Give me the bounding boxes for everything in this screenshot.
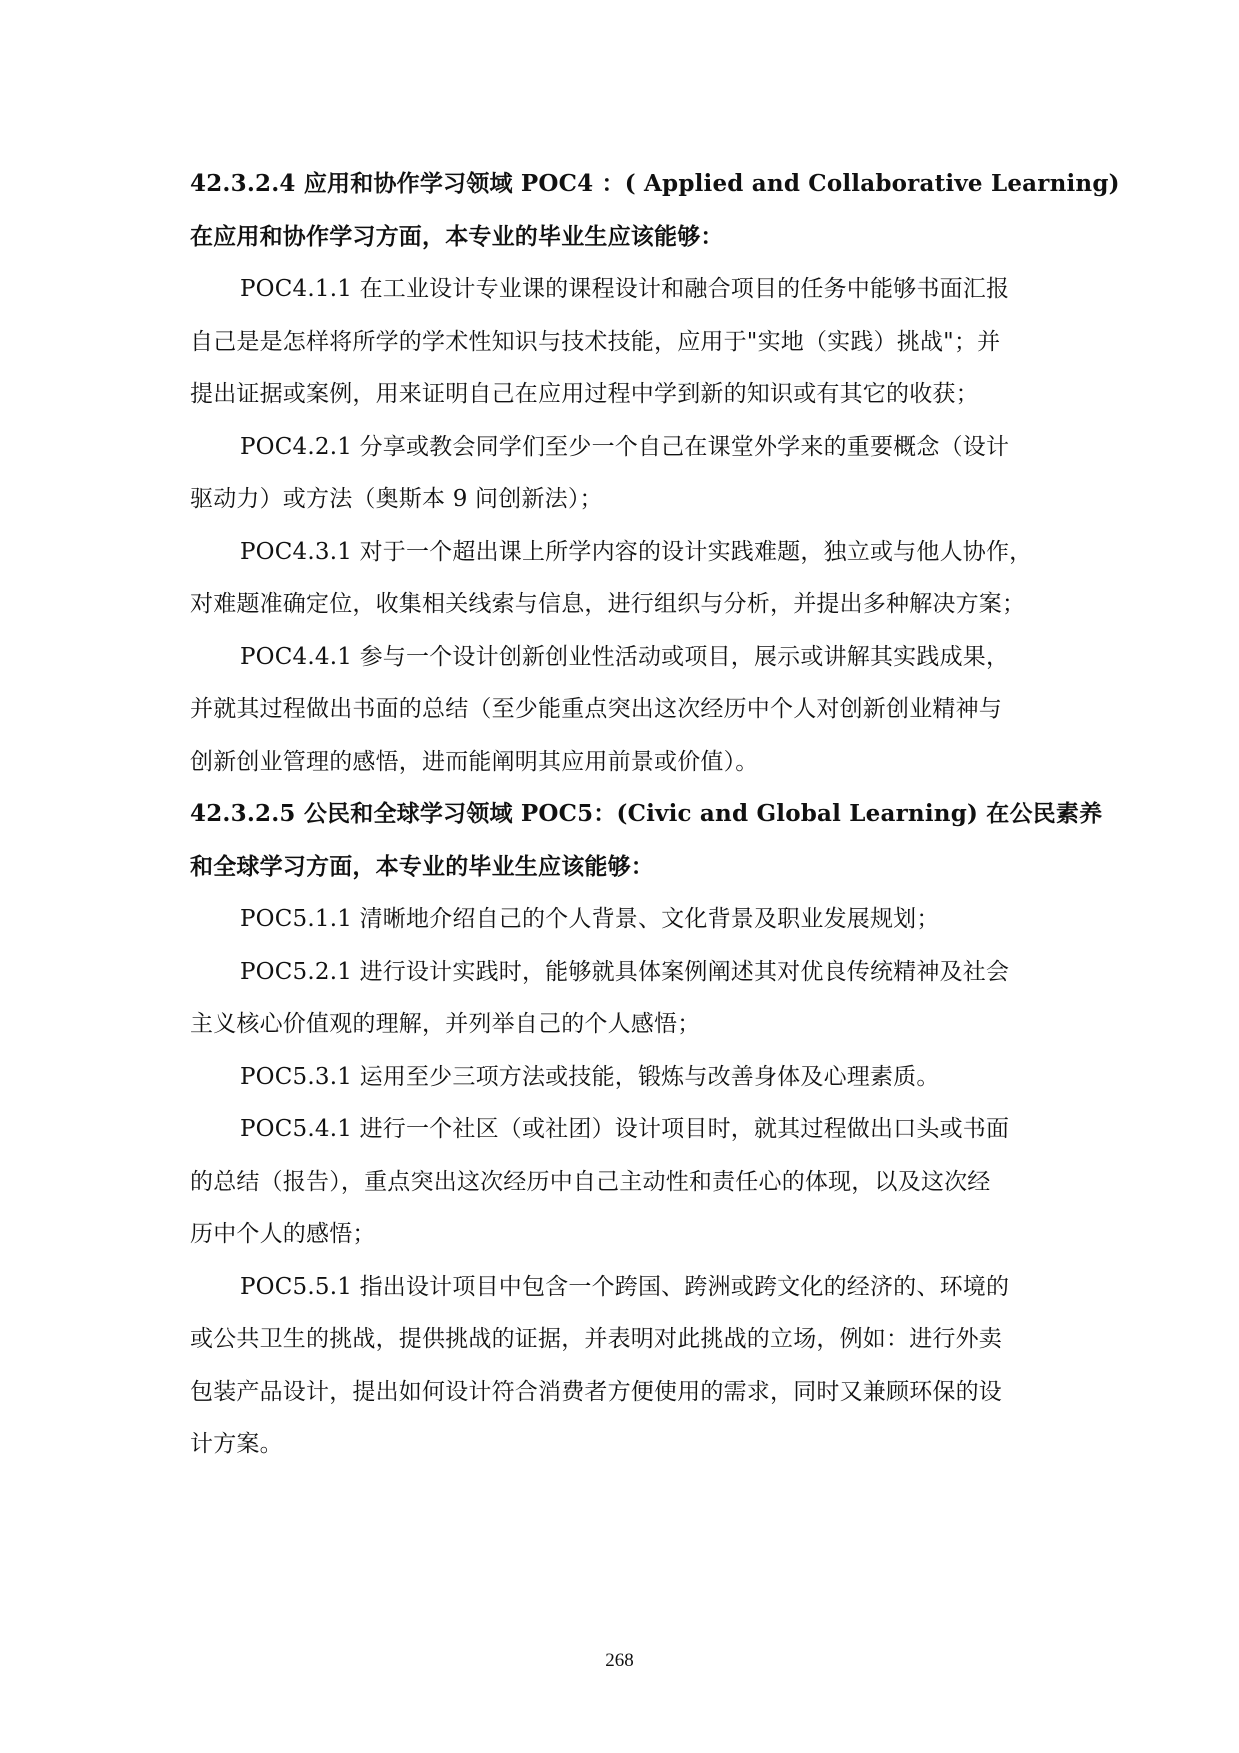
paragraph-line: POC5.3.1 运用至少三项方法或技能，锻炼与改善身体及心理素质。 <box>240 1063 940 1090</box>
section-poc4 <box>190 158 1120 788</box>
list-item-poc4-4-1 <box>190 631 1050 789</box>
paragraph-line: 自己是是怎样将所学的学术性知识与技术技能，应用于"实地（实践）挑战"；并 <box>190 328 1001 355</box>
list-item-poc4-1-1 <box>190 263 1050 421</box>
list-item-poc5-2-1 <box>190 946 1050 1051</box>
section-heading: 42.3.2.4 应用和协作学习领域 POC4 ：( Applied and Collaborative Learning) <box>190 170 1120 197</box>
list-item-poc5-4-1 <box>190 1103 1050 1261</box>
paragraph-line: POC4.4.1 参与一个设计创新创业性活动或项目，展示或讲解其实践成果， <box>240 643 1010 670</box>
page-number: 268 <box>605 1650 634 1671</box>
list-item-poc5-3-1 <box>190 1051 1050 1104</box>
section-heading-continued: 在应用和协作学习方面，本专业的毕业生应该能够： <box>190 222 724 250</box>
list-item-poc4-3-1 <box>190 526 1050 631</box>
paragraph-line: 的总结（报告），重点突出这次经历中自己主动性和责任心的体现，以及这次经 <box>190 1168 991 1195</box>
list-item-poc5-1-1 <box>190 893 1050 946</box>
paragraph-line: 驱动力）或方法（奥斯本 9 问创新法）； <box>190 486 603 512</box>
paragraph-line: 包装产品设计，提出如何设计符合消费者方便使用的需求，同时又兼顾环保的设 <box>190 1378 1002 1405</box>
list-item-poc5-5-1 <box>190 1261 1050 1471</box>
section-heading: 42.3.2.5 公民和全球学习领域 POC5：(Civic and Global Learning) 在公民素养 <box>190 800 1103 827</box>
paragraph-line: 对难题准确定位，收集相关线索与信息，进行组织与分析，并提出多种解决方案； <box>190 591 1026 617</box>
paragraph-line: POC4.1.1 在工业设计专业课的课程设计和融合项目的任务中能够书面汇报 <box>240 276 1010 302</box>
paragraph-line: POC5.1.1 清晰地介绍自己的个人背景、文化背景及职业发展规划； <box>240 906 940 932</box>
paragraph-line: 主义核心价值观的理解，并列举自己的个人感悟； <box>190 1011 701 1037</box>
paragraph-line: 或公共卫生的挑战，提供挑战的证据，并表明对此挑战的立场，例如：进行外卖 <box>190 1326 1002 1352</box>
paragraph-line: 并就其过程做出书面的总结（至少能重点突出这次经历中个人对创新创业精神与 <box>190 696 1002 722</box>
page-content <box>190 158 1120 1471</box>
paragraph-line: 历中个人的感悟； <box>190 1221 376 1247</box>
paragraph-line: POC5.5.1 指出设计项目中包含一个跨国、跨洲或跨文化的经济的、环境的 <box>240 1273 1010 1300</box>
list-item-poc4-2-1 <box>190 421 1050 526</box>
paragraph-line: POC5.4.1 进行一个社区（或社团）设计项目时，就其过程做出口头或书面 <box>240 1116 1010 1142</box>
paragraph-line: 提出证据或案例，用来证明自己在应用过程中学到新的知识或有其它的收获； <box>190 381 979 407</box>
section-poc5 <box>190 788 1103 1471</box>
paragraph-line: POC5.2.1 进行设计实践时，能够就具体案例阐述其对优良传统精神及社会 <box>240 958 1010 985</box>
paragraph-line: 创新创业管理的感悟，进而能阐明其应用前景或价值）。 <box>190 748 759 775</box>
section-heading-continued: 和全球学习方面，本专业的毕业生应该能够： <box>190 852 654 880</box>
paragraph-line: POC4.2.1 分享或教会同学们至少一个自己在课堂外学来的重要概念（设计 <box>240 433 1010 460</box>
paragraph-line: 计方案。 <box>190 1431 283 1457</box>
paragraph-line: POC4.3.1 对于一个超出课上所学内容的设计实践难题，独立或与他人协作， <box>240 538 1033 565</box>
